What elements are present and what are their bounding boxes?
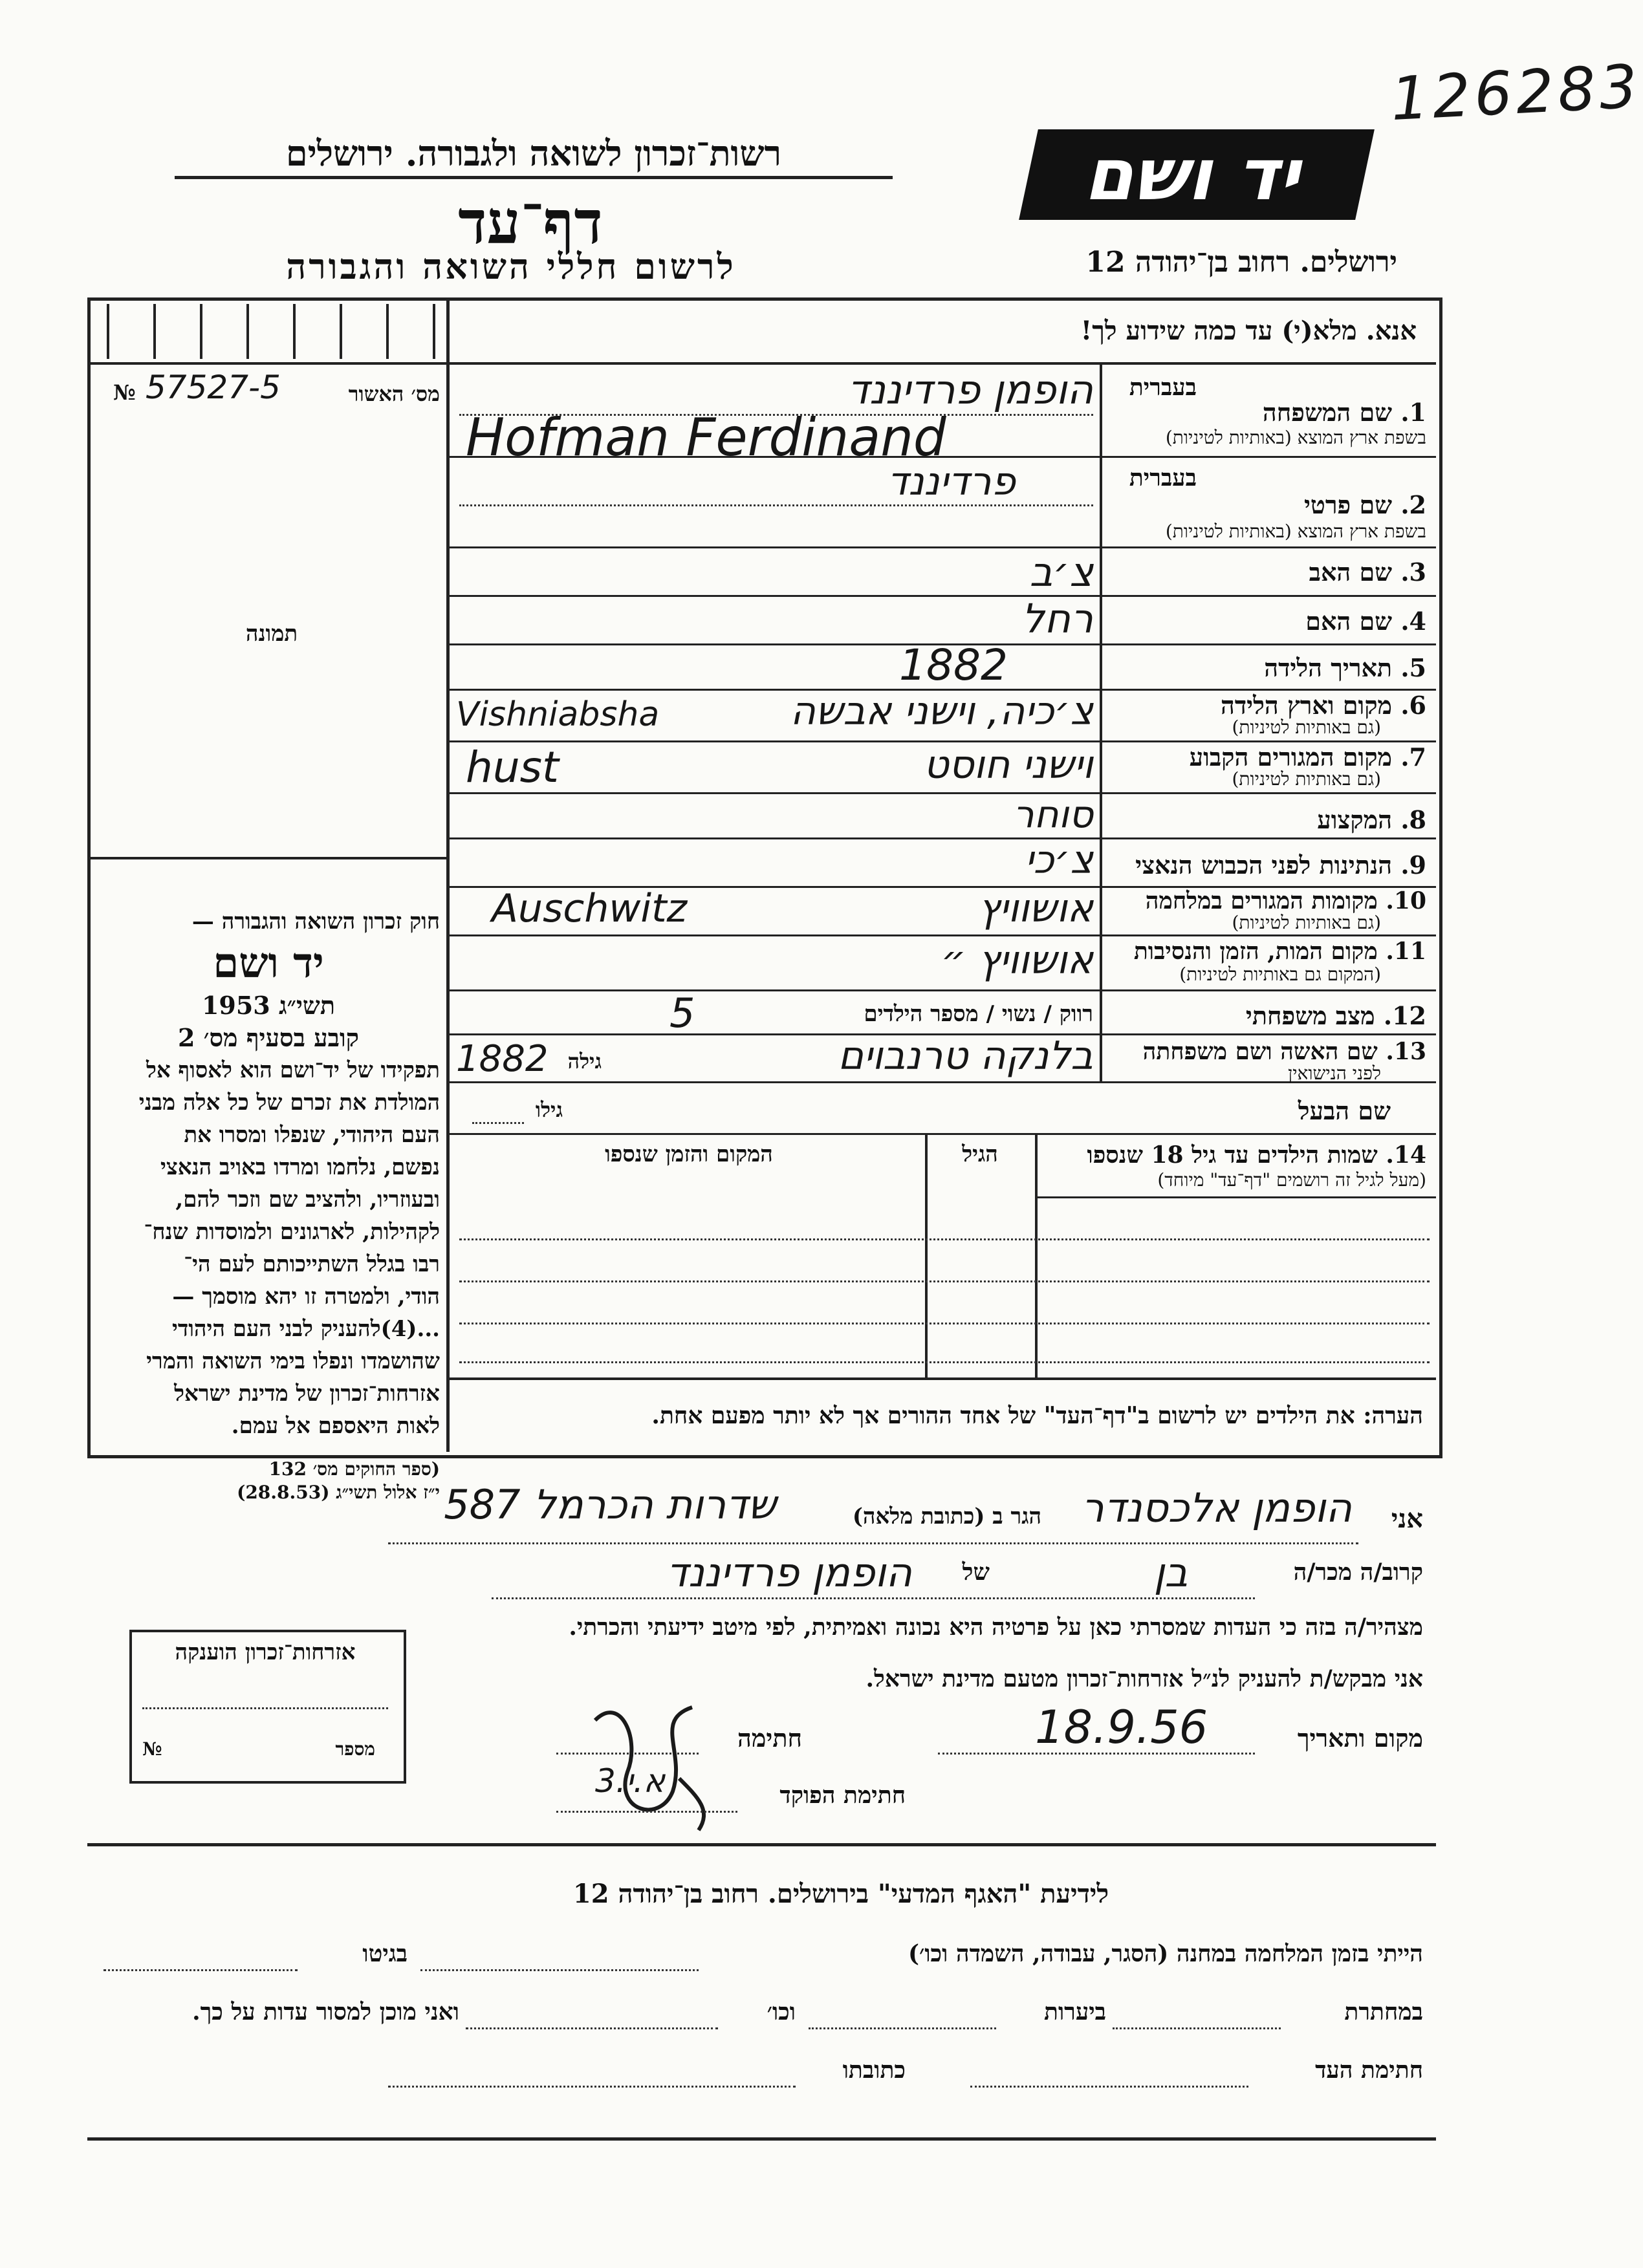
field-13-label [1106, 1038, 1426, 1065]
footer-line2-c: וכו׳ [767, 1998, 796, 2025]
law-line: לאות היאספם אל עמם. [231, 1413, 440, 1439]
photo-rule [87, 857, 450, 859]
form-title: דף־עד [458, 188, 603, 257]
field-2-label-text: שם פרטי [1303, 490, 1393, 519]
children-label-text: שמות הילדים עד גיל 18 שנספו [1087, 1141, 1378, 1169]
declaration-of-label: של [962, 1559, 990, 1586]
field-7-label-text: מקום המגורים הקבוע [1189, 742, 1393, 772]
signature-label: חתימה [737, 1723, 802, 1753]
footer-line3-b: כתובתו [842, 2057, 906, 2084]
field-7-value-lat[interactable]: hust [466, 742, 559, 792]
field-13-value[interactable]: בלנקה טרנבוים [838, 1033, 1093, 1079]
children-number: 14. [1386, 1141, 1426, 1169]
approval-boxes [107, 304, 436, 359]
law-line: העם היהודי, שנפלו ומסרו את [184, 1122, 440, 1148]
field-4-label-text: שם האם [1305, 607, 1393, 636]
footer-forests-field[interactable] [809, 2027, 996, 2029]
officer-value[interactable]: א.י.3 [595, 1762, 666, 1800]
field-6-number: 6. [1400, 691, 1426, 720]
children-col-1 [1035, 1135, 1038, 1377]
law-line: רבו בגלל השתייכותם לעם הי־ [184, 1251, 440, 1277]
footer-line3-a: חתימת העד [1315, 2057, 1423, 2084]
field-13-label-text: שם האשה ושם משפחתה [1142, 1038, 1378, 1065]
children-row[interactable] [459, 1323, 1430, 1324]
field-1-value-he[interactable]: הופמן פרדיננד [847, 366, 1093, 413]
footer-witness-address[interactable] [388, 2086, 796, 2088]
logo-text: יד ושם [1080, 133, 1314, 216]
field-10-sub: (גם באותיות לטיניות) [1232, 912, 1381, 933]
children-row[interactable] [459, 1238, 1430, 1240]
field-2-sub: בשפת ארץ המוצא (באותיות לטיניות) [1165, 521, 1426, 542]
law-line: ובעוזריו, ולהציב שם וזכר להם, [175, 1187, 440, 1213]
law-name: יד ושם [213, 939, 324, 988]
field-8-label-text: המקצוע [1317, 805, 1393, 834]
field-10-label [1106, 887, 1426, 914]
law-line: הודי, ולמטרה זו יהא מוסמך — [172, 1284, 440, 1310]
field-10-label-text: מקומות המגורים במלחמה [1145, 887, 1378, 914]
field-10-value-lat[interactable]: Auschwitz [492, 886, 688, 931]
declaration-line [492, 1597, 1255, 1599]
law-line: אזרחות־זכרון של מדינת ישראל [174, 1381, 440, 1407]
authority-title: רשות־זכרון לשואה ולגבורה. ירושלים [285, 133, 782, 174]
field-12-children-count[interactable]: 5 [669, 989, 695, 1037]
children-note: הערה: את הילדים יש לרשום ב"דף־העד" של אחד ההורים אך לא יותר מפעם אחת. [651, 1402, 1423, 1429]
field-7-sub: (גם באותיות לטיניות) [1232, 768, 1381, 790]
children-place-header: המקום והזמן שנספו [605, 1141, 773, 1167]
footer-witness-signature[interactable] [970, 2086, 1248, 2088]
law-line: המולדת את זכרם של כל אלה מבני [138, 1090, 440, 1116]
law-line: לקהילות, לארגונים ולמוסדות שנח־ [144, 1219, 440, 1245]
field-6-sub: (גם באותיות לטיניות) [1232, 717, 1381, 738]
instruction: אנא. מלא(י) עד כמה שידוע לך! [1080, 316, 1417, 346]
law-line: נפשם, נלחמו ומרדו באויב הנאצי [160, 1154, 440, 1180]
law-line: שהושמדו ונפלו בימי השואה והמרי [146, 1348, 440, 1374]
approval-number[interactable]: 57527-5 [146, 369, 281, 406]
declaration-line [938, 1753, 1255, 1755]
officer-label: חתימת הפוקד [779, 1782, 906, 1809]
field-2-value-he[interactable]: פרדיננד [887, 459, 1016, 504]
signature-mark [582, 1681, 724, 1839]
field-6-value-he[interactable]: צ׳כיה, וישני אבשה [790, 689, 1093, 734]
footer-heading: לידיעת "האגף המדעי" בירושלים. רחוב בן־יהודה 12 [572, 1879, 1109, 1909]
field-4-number: 4. [1400, 607, 1426, 636]
field-5-number: 5. [1400, 653, 1426, 682]
approval-rule [87, 362, 450, 365]
row-rule [450, 1133, 1436, 1135]
husband-label: שם הבעל [1298, 1096, 1391, 1125]
subrow-rule [459, 504, 1093, 506]
instruction-rule [450, 362, 1436, 365]
children-sub: (מעל לגיל זה רושמים "דף־עד" מיוחד) [1157, 1169, 1426, 1191]
field-2-number: 2. [1400, 490, 1426, 519]
approval-label: מס׳ האשור [348, 382, 440, 406]
law-text [97, 905, 440, 1504]
row-rule [450, 934, 1436, 936]
photo-label: תמונה [245, 621, 298, 647]
field-3-number: 3. [1400, 557, 1426, 587]
footer-line2-b: ביערות [1043, 1998, 1106, 2025]
field-9-label [1106, 850, 1426, 880]
field-13-sub: לפני הנישואין [1288, 1063, 1381, 1084]
field-11-sub: (המקום גם באותיות לטיניות) [1179, 964, 1381, 985]
field-1-label [1197, 398, 1426, 427]
field-11-label-text: מקום המות, הזמן והנסיבות [1133, 938, 1378, 965]
field-5-value[interactable]: 1882 [899, 640, 1008, 690]
row-rule [450, 989, 1436, 991]
law-year: תשי״ג 1953 [201, 991, 336, 1020]
law-heading: חוק זכרון השואה והגבורה — [191, 909, 440, 934]
declaration-request: אני מבקש/ת להעניק לנ״ל אזרחות־זכרון מטעם מדינת ישראל. [865, 1665, 1423, 1692]
field-3-label [1106, 557, 1426, 587]
field-3-label-text: שם האב [1309, 557, 1393, 587]
footer-line2-d: ואני מוכן למסור עדות על כך. [192, 1998, 459, 2025]
field-12-options: רווק / נשוי / מספר הילדים [864, 1001, 1093, 1027]
field-7-value-he[interactable]: וישני חוסט [923, 742, 1093, 788]
field-10-number: 10. [1386, 887, 1426, 914]
law-line: תפקידו של יד־ושם הוא לאסוף אל [146, 1057, 440, 1083]
approval-symbol: № [113, 380, 136, 405]
citizenship-title: אזרחות־זכרון הוענקה [175, 1639, 356, 1665]
declaration-relative-label: קרוב/ה מכר/ה [1293, 1559, 1423, 1586]
field-12-label-text: מצב משפחתי [1245, 1001, 1375, 1030]
field-9-value[interactable]: צ׳כי [1025, 837, 1093, 883]
field-10-value-he[interactable]: אושוויץ [978, 886, 1093, 931]
declaration-deceased[interactable]: הופמן פרדיננד [666, 1549, 912, 1596]
field-3-value[interactable]: צ׳ב [1029, 548, 1093, 596]
declaration-i-label: אני [1391, 1504, 1423, 1534]
field-9-label-text: הנתינות לפני הכבוש הנאצי [1135, 850, 1393, 880]
field-12-label [1106, 1001, 1426, 1031]
field-4-value[interactable]: רחל [1021, 595, 1093, 642]
declarant-relation[interactable]: בן [1153, 1549, 1188, 1596]
children-age-header: הגיל [962, 1141, 998, 1167]
law-source-date: י״ז אלול תשי״ג (28.8.53) [237, 1482, 440, 1503]
citizenship-symbol: № [142, 1738, 162, 1760]
field-13-age-value[interactable]: 1882 [456, 1038, 549, 1080]
form-subtitle: לרשום חללי השואה והגבורה [286, 246, 736, 287]
footer-line2-a: במחתרת [1344, 1998, 1423, 2025]
field-13-age-label: גילה [567, 1049, 602, 1074]
declaration-line [388, 1542, 1358, 1544]
field-5-label [1106, 653, 1426, 683]
law-source: (ספר החוקים מס׳ 132 [268, 1458, 440, 1480]
field-2-lang: בעברית [1129, 464, 1197, 491]
yad-vashem-logo [1019, 129, 1375, 220]
field-2-label [1197, 490, 1426, 520]
footer-line1-b: בגיטו [362, 1940, 408, 1967]
declarant-address[interactable]: שדרות הכרמל 587 [444, 1481, 776, 1528]
field-1-label-text: שם המשפחה [1262, 398, 1393, 427]
footer-camp-field[interactable] [420, 1969, 699, 1971]
children-bottom-rule [450, 1377, 1436, 1380]
field-7-number: 7. [1400, 742, 1426, 772]
husband-age-field[interactable] [472, 1122, 524, 1124]
header-rule [175, 176, 893, 179]
footer-etc-field[interactable] [466, 2027, 718, 2029]
field-11-label [1106, 938, 1426, 965]
photo-area [97, 427, 440, 847]
children-col-2 [925, 1135, 928, 1377]
field-12-number: 12. [1383, 1001, 1426, 1030]
declarant-name[interactable]: הופמן אלכסנדר [1081, 1484, 1352, 1531]
field-5-label-text: תאריך הלידה [1264, 653, 1393, 682]
label-column-divider [1100, 365, 1102, 1083]
field-8-value[interactable]: סוחר [1012, 792, 1093, 836]
children-header-rule [1038, 1196, 1436, 1198]
law-clause: קובע בסעיף מס׳ 2 [177, 1023, 360, 1052]
field-6-label-text: מקום וארץ הלידה [1221, 691, 1393, 720]
children-row[interactable] [459, 1280, 1430, 1282]
field-6-value-lat[interactable]: Vishniabsha [456, 695, 660, 734]
citizenship-line [142, 1707, 388, 1709]
field-13-number: 13. [1386, 1038, 1426, 1065]
field-8-number: 8. [1400, 805, 1426, 834]
footer-underground-field[interactable] [1113, 2027, 1281, 2029]
declaration-statement: מצהיר/ה בזה כי העדות שמסרתי כאן על פרטיה היא נכונה ואמיתית, לפי מיטב ידיעתי והכרתי. [569, 1614, 1423, 1641]
field-1-lang: בעברית [1129, 374, 1197, 401]
field-8-label [1106, 805, 1426, 835]
place-date-value[interactable]: 18.9.56 [1035, 1701, 1208, 1754]
footer-line1-a: הייתי בזמן המלחמה במחנה (הסגר, עבודה, השמדה וכו׳) [908, 1940, 1423, 1967]
footer-ghetto-field[interactable] [103, 1969, 298, 1971]
citizenship-number-label: מספר [335, 1738, 375, 1760]
children-row[interactable] [459, 1361, 1430, 1363]
field-1-number: 1. [1400, 398, 1426, 427]
husband-age-label: גילו [535, 1097, 563, 1122]
children-label [1041, 1141, 1426, 1169]
field-1-sub: בשפת ארץ המוצא (באותיות לטיניות) [1165, 427, 1426, 448]
place-date-label: מקום ותאריך [1297, 1723, 1423, 1753]
field-11-value[interactable]: אושוויץ ״ [941, 938, 1093, 983]
law-line: ...(4)להעניק לבני העם היהודי [171, 1316, 440, 1342]
officer-field[interactable] [556, 1811, 737, 1813]
field-4-label [1106, 607, 1426, 636]
signature-scribble [582, 1681, 724, 1837]
field-9-number: 9. [1400, 850, 1426, 880]
left-column-divider [446, 297, 450, 1452]
address: ירושלים. רחוב בן־יהודה 12 [1085, 246, 1397, 279]
field-11-number: 11. [1386, 938, 1426, 965]
declaration-living-label: הגר ב (כתובת מלאה) [852, 1504, 1041, 1529]
field-1-value-lat[interactable]: Hofman Ferdinand [466, 407, 946, 468]
archive-number: 126283 [1389, 51, 1643, 135]
